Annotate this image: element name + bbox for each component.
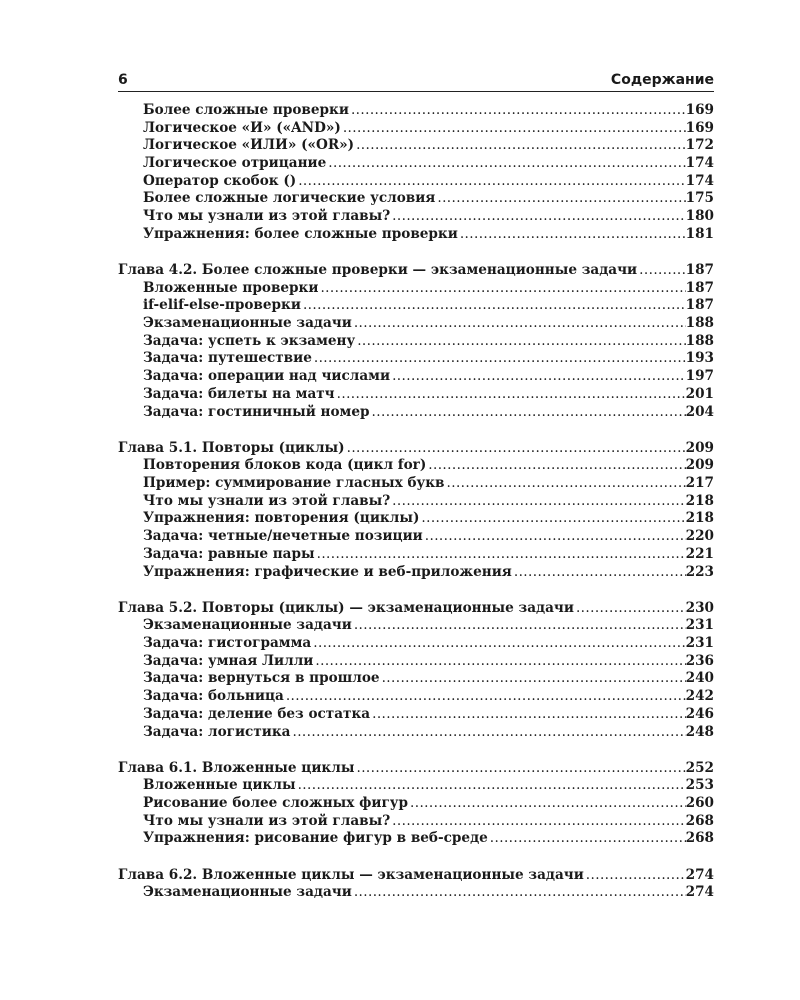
toc-entry[interactable] <box>118 404 714 422</box>
toc-entry[interactable] <box>118 350 714 368</box>
toc-entry-title: Повторения блоков кода (цикл for) <box>143 457 427 474</box>
dot-leader <box>355 333 685 351</box>
toc-page-number: 260 <box>685 795 714 812</box>
toc-entry-title: if-elif-else-проверки <box>143 297 301 314</box>
toc-entry-title: Логическое отрицание <box>143 155 327 172</box>
toc-entry[interactable] <box>118 173 714 191</box>
toc-entry[interactable] <box>118 564 714 582</box>
toc-page-number: 174 <box>685 172 714 189</box>
toc-block <box>118 440 714 582</box>
dot-leader <box>301 297 686 315</box>
toc-entry[interactable] <box>118 280 714 298</box>
toc-page-number: 169 <box>685 119 714 136</box>
dot-leader <box>445 475 686 493</box>
toc-block <box>118 760 714 848</box>
toc-entry[interactable] <box>118 706 714 724</box>
toc-entry[interactable] <box>118 777 714 795</box>
toc-page-number: 188 <box>685 315 714 332</box>
toc-entry-title: Упражнения: более сложные проверки <box>143 225 458 242</box>
toc-page-number: 236 <box>685 652 714 669</box>
dot-leader <box>370 404 686 422</box>
dot-leader <box>296 173 685 191</box>
toc-page-number: 268 <box>685 812 714 829</box>
toc-page-number: 248 <box>685 723 714 740</box>
dot-leader <box>584 867 686 885</box>
toc-entry[interactable] <box>118 830 714 848</box>
toc-entry-title: Что мы узнали из этой главы? <box>143 812 391 829</box>
toc-entry[interactable] <box>118 813 714 831</box>
toc-page-number: 197 <box>685 368 714 385</box>
dot-leader <box>352 315 686 333</box>
toc-chapter[interactable] <box>118 440 714 458</box>
page-number: 6 <box>118 72 128 88</box>
dot-leader <box>458 226 686 244</box>
dot-leader <box>390 493 685 511</box>
dot-leader <box>311 635 685 653</box>
toc-page-number: 221 <box>685 545 714 562</box>
toc-entry-title: Задача: путешествие <box>143 350 312 367</box>
toc-page-number: 175 <box>685 190 714 207</box>
dot-leader <box>335 386 686 404</box>
toc-entry-title: Экзаменационные задачи <box>143 315 352 332</box>
toc-entry[interactable] <box>118 653 714 671</box>
toc-entry[interactable] <box>118 493 714 511</box>
running-header <box>118 72 714 92</box>
toc-page-number: 268 <box>685 830 714 847</box>
toc-entry-title: Пример: суммирование гласных букв <box>143 475 445 492</box>
toc-entry-title: Задача: вернуться в прошлое <box>143 670 380 687</box>
toc-entry[interactable] <box>118 190 714 208</box>
toc-page-number: 193 <box>685 350 714 367</box>
toc-entry-title: Логическое «И» («AND») <box>143 119 341 136</box>
toc-page-number: 188 <box>685 332 714 349</box>
toc-chapter-title: Глава 6.1. Вложенные циклы <box>118 759 355 776</box>
dot-leader <box>354 760 685 778</box>
toc-entry[interactable] <box>118 546 714 564</box>
toc-entry-title: Что мы узнали из этой главы? <box>143 492 391 509</box>
toc-entry[interactable] <box>118 386 714 404</box>
toc-entry[interactable] <box>118 137 714 155</box>
toc-entry-title: Упражнения: графические и веб-приложения <box>143 563 512 580</box>
toc-page-number: 223 <box>685 563 714 580</box>
toc-entry-title: Рисование более сложных фигур <box>143 795 409 812</box>
toc-page-number: 220 <box>685 528 714 545</box>
toc-page-number: 231 <box>685 635 714 652</box>
dot-leader <box>318 280 685 298</box>
table-of-contents <box>118 102 714 921</box>
toc-block <box>118 600 714 742</box>
dot-leader <box>284 688 686 706</box>
toc-page-number: 172 <box>685 137 714 154</box>
toc-chapter-title: Глава 5.1. Повторы (циклы) <box>118 439 345 456</box>
toc-entry-title: Вложенные циклы <box>143 777 296 794</box>
dot-leader <box>408 795 686 813</box>
toc-entry[interactable] <box>118 688 714 706</box>
toc-page-number: 187 <box>685 297 714 314</box>
toc-entry[interactable] <box>118 795 714 813</box>
dot-leader <box>354 137 686 155</box>
dot-leader <box>380 670 686 688</box>
dot-leader <box>488 830 686 848</box>
toc-page-number: 181 <box>685 225 714 242</box>
toc-page-number: 217 <box>685 475 714 492</box>
toc-entry-title: Более сложные логические условия <box>143 190 436 207</box>
toc-page-number: 218 <box>685 510 714 527</box>
toc-page-number: 274 <box>685 884 714 901</box>
toc-chapter-title: Глава 5.2. Повторы (циклы) — экзаменационные задачи <box>118 599 574 616</box>
dot-leader <box>349 102 686 120</box>
toc-entry[interactable] <box>118 635 714 653</box>
dot-leader <box>637 262 685 280</box>
toc-entry-title: Задача: билеты на матч <box>143 385 335 402</box>
toc-entry[interactable] <box>118 226 714 244</box>
dot-leader <box>345 440 686 458</box>
toc-page-number: 218 <box>685 492 714 509</box>
dot-leader <box>370 706 686 724</box>
toc-entry-title: Задача: больница <box>143 688 284 705</box>
toc-chapter-title: Глава 6.2. Вложенные циклы — экзаменационные задачи <box>118 866 584 883</box>
header-rule <box>118 91 714 92</box>
dot-leader <box>426 457 685 475</box>
toc-entry[interactable] <box>118 528 714 546</box>
toc-chapter-title: Глава 4.2. Более сложные проверки — экзаменационные задачи <box>118 262 638 278</box>
toc-entry[interactable] <box>118 724 714 742</box>
toc-entry-title: Задача: успеть к экзамену <box>143 332 356 349</box>
toc-page-number: 252 <box>685 759 714 776</box>
toc-entry-title: Что мы узнали из этой главы? <box>143 208 391 225</box>
dot-leader <box>435 190 685 208</box>
toc-chapter[interactable] <box>118 262 714 280</box>
toc-page-number: 209 <box>685 457 714 474</box>
toc-chapter[interactable] <box>118 600 714 618</box>
toc-entry-title: Задача: деление без остатка <box>143 705 371 722</box>
toc-entry[interactable] <box>118 155 714 173</box>
toc-entry[interactable] <box>118 617 714 635</box>
dot-leader <box>352 884 686 902</box>
toc-chapter[interactable] <box>118 867 714 885</box>
toc-page-number: 201 <box>685 385 714 402</box>
dot-leader <box>312 350 686 368</box>
dot-leader <box>390 368 686 386</box>
toc-page-number: 187 <box>685 279 714 296</box>
dot-leader <box>352 617 686 635</box>
toc-page-number: 246 <box>685 705 714 722</box>
toc-page-number: 242 <box>685 688 714 705</box>
toc-entry[interactable] <box>118 884 714 902</box>
toc-entry-title: Логическое «ИЛИ» («OR») <box>143 137 355 154</box>
toc-page-number: 209 <box>685 439 714 456</box>
toc-entry[interactable] <box>118 120 714 138</box>
toc-entry[interactable] <box>118 102 714 120</box>
toc-entry-title: Задача: логистика <box>143 723 291 740</box>
toc-entry-title: Упражнения: повторения (циклы) <box>143 510 420 527</box>
toc-page-number: 230 <box>685 599 714 616</box>
toc-entry-title: Задача: операции над числами <box>143 368 391 385</box>
dot-leader <box>390 208 685 226</box>
toc-entry-title: Экзаменационные задачи <box>143 884 352 901</box>
toc-page-number: 204 <box>685 403 714 420</box>
dot-leader <box>574 600 686 618</box>
toc-entry[interactable] <box>118 510 714 528</box>
toc-page-number: 240 <box>685 670 714 687</box>
toc-page-number: 274 <box>685 866 714 883</box>
toc-entry-title: Задача: равные пары <box>143 545 315 562</box>
toc-page-number: 187 <box>685 262 714 278</box>
toc-page-number: 174 <box>685 155 714 172</box>
toc-entry-title: Экзаменационные задачи <box>143 617 352 634</box>
toc-entry-title: Задача: четные/нечетные позиции <box>143 528 423 545</box>
toc-block <box>118 262 714 421</box>
toc-entry[interactable] <box>118 475 714 493</box>
toc-page-number: 180 <box>685 208 714 225</box>
dot-leader <box>296 777 686 795</box>
dot-leader <box>419 510 685 528</box>
toc-entry[interactable] <box>118 208 714 226</box>
toc-entry-title: Более сложные проверки <box>143 102 349 118</box>
toc-entry[interactable] <box>118 670 714 688</box>
toc-entry-title: Задача: гостиничный номер <box>143 403 370 420</box>
toc-page-number: 231 <box>685 617 714 634</box>
dot-leader <box>390 813 685 831</box>
toc-entry[interactable] <box>118 368 714 386</box>
dot-leader <box>326 155 685 173</box>
toc-entry[interactable] <box>118 333 714 351</box>
dot-leader <box>313 653 685 671</box>
toc-entry-title: Вложенные проверки <box>143 279 319 296</box>
dot-leader <box>423 528 686 546</box>
toc-entry-title: Оператор скобок () <box>143 172 297 189</box>
dot-leader <box>512 564 686 582</box>
toc-entry[interactable] <box>118 315 714 333</box>
toc-chapter[interactable] <box>118 760 714 778</box>
toc-entry[interactable] <box>118 457 714 475</box>
toc-page-number: 253 <box>685 777 714 794</box>
toc-block <box>118 102 714 244</box>
dot-leader <box>290 724 685 742</box>
dot-leader <box>341 120 686 138</box>
toc-block <box>118 867 714 902</box>
toc-entry-title: Задача: гистограмма <box>143 635 312 652</box>
toc-entry-title: Задача: умная Лилли <box>143 652 314 669</box>
toc-entry[interactable] <box>118 297 714 315</box>
dot-leader <box>315 546 686 564</box>
toc-entry-title: Упражнения: рисование фигур в веб-среде <box>143 830 488 847</box>
toc-page-number: 169 <box>685 102 714 118</box>
running-header-title: Содержание <box>610 72 714 88</box>
